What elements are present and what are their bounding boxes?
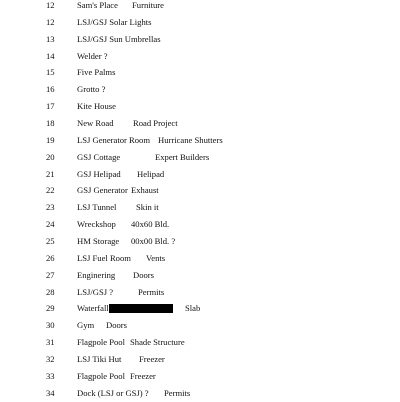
item-number: 23 [46,202,55,212]
item-number: 12 [46,17,55,27]
list-item [0,284,400,301]
item-location: Gym [77,320,95,330]
list-item [0,368,400,385]
item-task: Doors [133,270,155,280]
list-item [0,385,400,402]
list-item [0,334,400,351]
item-number: 32 [46,354,55,364]
list-item [0,64,400,81]
item-task: Freezer [130,371,156,381]
list-item [0,149,400,166]
item-location: GSJ Cottage [77,152,121,162]
item-task: Expert Builders [155,152,210,162]
item-location: Flagpole Pool [77,371,125,381]
item-number: 13 [46,34,55,44]
list-item [0,166,400,183]
item-location: Wreckshop [77,219,116,229]
item-number: 19 [46,135,55,145]
item-number: 15 [46,67,55,77]
item-number: 22 [46,185,55,195]
item-location: LSJ/GSJ Solar Lights [77,17,152,27]
item-task: Vents [146,253,166,263]
item-number: 25 [46,236,55,246]
item-location: Welder ? [77,51,108,61]
item-location: Waterfall [77,303,109,313]
list-item [0,182,400,199]
item-location: GSJ Generator [77,185,128,195]
item-number: 12 [46,0,55,10]
item-location: Enginering [77,270,116,280]
item-location: LSJ Tiki Hut [77,354,122,364]
redaction-bar [109,304,173,313]
item-task: Helipad [137,169,165,179]
item-number: 30 [46,320,55,330]
list-item [0,267,400,284]
item-location: LSJ Generator Room [77,135,151,145]
item-location: GSJ Helipad [77,169,121,179]
list-item [0,317,400,334]
item-number: 21 [46,169,55,179]
list-item [0,115,400,132]
item-location: HM Storage [77,236,120,246]
item-task: Slab [185,303,201,313]
item-location: Dock (LSJ or GSJ) ? [77,388,149,398]
item-task: Furniture [132,0,164,10]
item-location: LSJ/GSJ Sun Umbrellas [77,34,161,44]
item-number: 26 [46,253,55,263]
list-item [0,233,400,250]
item-number: 16 [46,84,55,94]
list-item [0,14,400,31]
item-location: New Road [77,118,114,128]
item-task: Permits [138,287,165,297]
item-task: Freezer [139,354,165,364]
list-item [0,31,400,48]
item-location: Flagpole Pool [77,337,125,347]
item-location: Sam's Place [77,0,118,10]
list-item [0,351,400,368]
item-number: 31 [46,337,55,347]
item-task: Permits [164,388,191,398]
item-number: 27 [46,270,55,280]
item-task: Skin it [136,202,159,212]
item-number: 29 [46,303,55,313]
item-number: 17 [46,101,55,111]
list-item [0,300,400,317]
list-item [0,199,400,216]
list-item [0,98,400,115]
item-location: LSJ Tunnel [77,202,117,212]
item-task: Exhaust [131,185,159,195]
item-task: Hurricane Shutters [158,135,223,145]
item-number: 18 [46,118,55,128]
item-task: 40x60 Bld. [131,219,170,229]
item-task: 00x00 Bld. ? [131,236,176,246]
item-task: Shade Structure [130,337,185,347]
item-location: Kite House [77,101,116,111]
item-number: 14 [46,51,55,61]
item-task: Doors [106,320,128,330]
item-location: Five Palms [77,67,116,77]
list-item [0,0,400,14]
list-item [0,48,400,65]
item-location: LSJ/GSJ ? [77,287,114,297]
item-location: Grotto ? [77,84,106,94]
item-number: 34 [46,388,55,398]
list-item [0,132,400,149]
item-location: LSJ Fuel Room [77,253,131,263]
list-item [0,250,400,267]
list-item [0,216,400,233]
item-number: 20 [46,152,55,162]
item-task: Road Project [133,118,178,128]
item-number: 33 [46,371,55,381]
item-number: 24 [46,219,55,229]
list-item [0,81,400,98]
item-number: 28 [46,287,55,297]
